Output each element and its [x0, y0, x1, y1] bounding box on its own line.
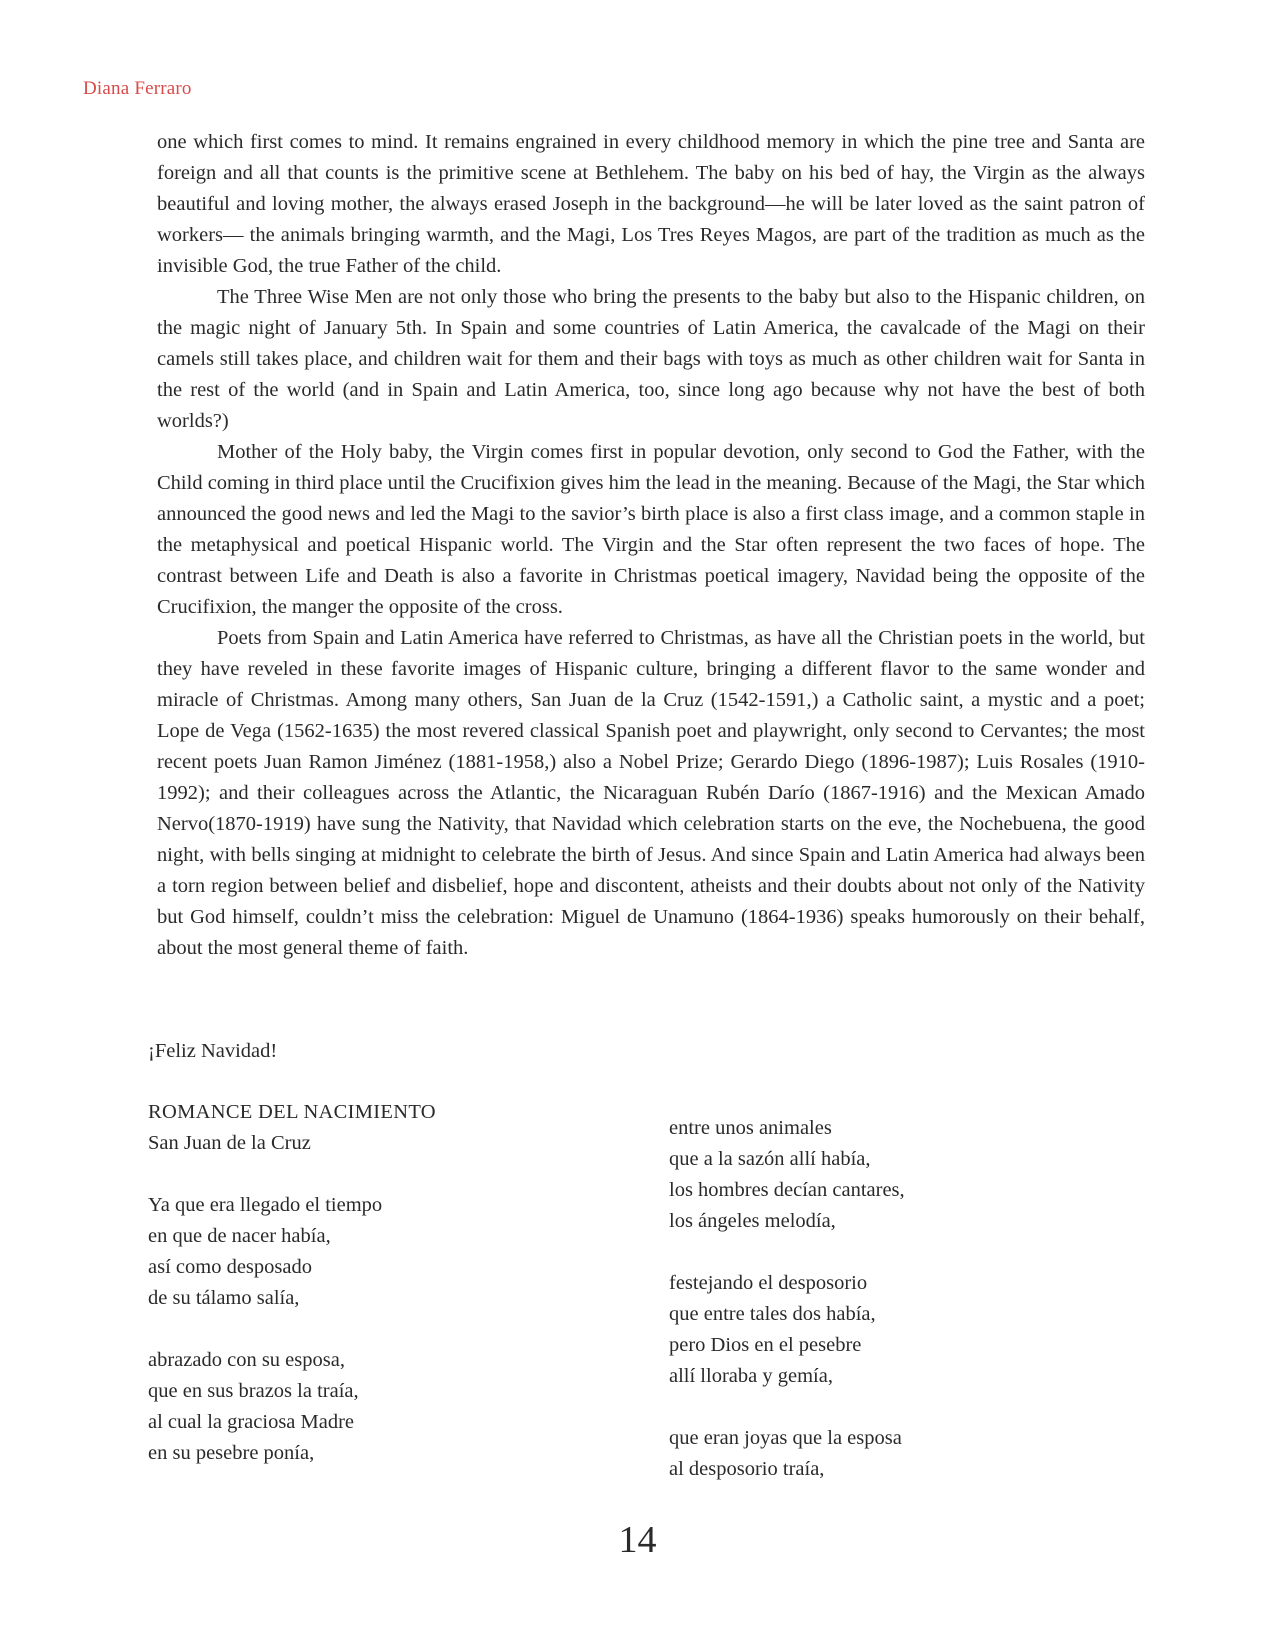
poem-line: que entre tales dos había, — [669, 1303, 876, 1325]
poem-line: al cual la graciosa Madre — [148, 1411, 355, 1433]
poem-stanza — [669, 1113, 1129, 1237]
poem-line: así como desposado — [148, 1256, 312, 1278]
poem-column-right — [669, 1113, 1129, 1516]
poem-heading — [148, 1097, 608, 1159]
running-head-author: Diana Ferraro — [83, 78, 192, 99]
paragraph-1: one which first comes to mind. It remains engrained in every childhood memory in which the pine tree and Santa are foreign and all that counts is the primitive scene at Bethlehem. The baby on his bed of hay, the Virgin as the always beautiful and loving mother, the always erased Joseph in the background—he will be later loved as the saint patron of workers— the animals bringing warmth, and the Magi, Los Tres Reyes Magos, are part of the tradition as much as the invisible God, the true Father of the child. — [157, 131, 1145, 277]
poem-line: en que de nacer había, — [148, 1225, 331, 1247]
poem-line: entre unos animales — [669, 1117, 832, 1139]
poem-stanza — [669, 1268, 1129, 1392]
poem-line: al desposorio traía, — [669, 1458, 825, 1480]
poem-line: de su tálamo salía, — [148, 1287, 300, 1309]
poem-column-left — [148, 1097, 608, 1500]
paragraph-2: The Three Wise Men are not only those who bring the presents to the baby but also to the Hispanic children, on the magic night of January 5th. In Spain and some countries of Latin America, the cavalcade of the Magi on their camels still takes place, and children wait for them and their bags with toys as much as other children wait for Santa in the rest of the world (and in Spain and Latin America, too, since long ago because why not have the best of both worlds?) — [157, 286, 1145, 432]
poem-line: Ya que era llegado el tiempo — [148, 1194, 383, 1216]
poem-line: que eran joyas que la esposa — [669, 1427, 902, 1449]
paragraph-4: Poets from Spain and Latin America have referred to Christmas, as have all the Christian poets in the world, but they have reveled in these favorite images of Hispanic culture, bringing a different flavor to the same wonder and miracle of Christmas. Among many others, San Juan de la Cruz (1542-1591,) a Catholic saint, a mystic and a poet; Lope de Vega (1562-1635) the most revered classical Spanish poet and playwright, only second to Cervantes; the most recent poets Juan Ramon Jiménez (1881-1958,) also a Nobel Prize; Gerardo Diego (1896-1987); Luis Rosales (1910-1992); and their colleagues across the Atlantic, the Nicaraguan Rubén Darío (1867-1916) and the Mexican Amado Nervo(1870-1919) have sung the Nativity, that Navidad which celebration starts on the eve, the Nochebuena, the good night, with bells singing at midnight to celebrate the birth of Jesus. And since Spain and Latin America had always been a torn region between belief and disbelief, hope and discontent, atheists and their doubts about not only of the Nativity but God himself, couldn’t miss the celebration: Miguel de Unamuno (1864-1936) speaks humorously on their behalf, about the most general theme of faith. — [157, 627, 1145, 959]
poem-line: que a la sazón allí había, — [669, 1148, 871, 1170]
poem-stanza — [669, 1423, 1129, 1485]
poem-title: ROMANCE DEL NACIMIENTO — [148, 1101, 436, 1123]
poem-stanza — [148, 1190, 608, 1314]
poem-line: en su pesebre ponía, — [148, 1442, 315, 1464]
poem-line: que en sus brazos la traía, — [148, 1380, 359, 1402]
poem-line: allí lloraba y gemía, — [669, 1365, 833, 1387]
poem-line: los hombres decían cantares, — [669, 1179, 905, 1201]
page-number: 14 — [618, 1519, 657, 1561]
paragraph-3: Mother of the Holy baby, the Virgin comes first in popular devotion, only second to God the Father, with the Child coming in third place until the Crucifixion gives him the lead in the meaning. Because of the Magi, the Star which announced the good news and led the Magi to the savior’s birth place is also a first class image, and a common staple in the metaphysical and poetical Hispanic world. The Virgin and the Star often represent the two faces of hope. The contrast between Life and Death is also a favorite in Christmas poetical imagery, Navidad being the opposite of the Crucifixion, the manger the opposite of the cross. — [157, 441, 1145, 618]
poem-line: los ángeles melodía, — [669, 1210, 836, 1232]
poem-line: festejando el desposorio — [669, 1272, 868, 1294]
poem-author: San Juan de la Cruz — [148, 1132, 311, 1154]
poem-stanza — [148, 1345, 608, 1469]
poem-line: abrazado con su esposa, — [148, 1349, 345, 1371]
poem-line: pero Dios en el pesebre — [669, 1334, 862, 1356]
article-body — [157, 127, 1145, 964]
greeting: ¡Feliz Navidad! — [148, 1040, 278, 1062]
